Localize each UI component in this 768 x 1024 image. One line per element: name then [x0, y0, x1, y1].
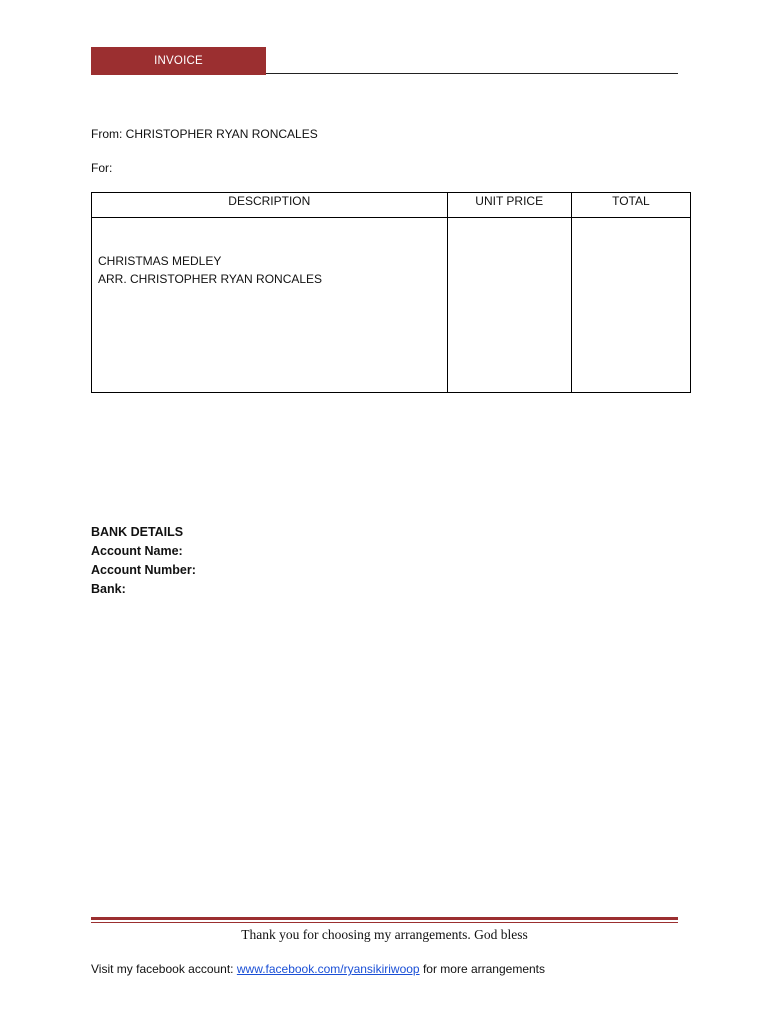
for-line: For:	[91, 161, 113, 175]
bank-label: Bank:	[91, 582, 126, 596]
table-header-row	[92, 193, 691, 218]
item-title: CHRISTMAS MEDLEY	[98, 254, 222, 268]
column-header-total: TOTAL	[571, 193, 690, 218]
bank-details	[91, 523, 196, 599]
invoice-items-table	[91, 192, 691, 393]
header-rule	[266, 73, 678, 74]
account-name-label: Account Name:	[91, 544, 183, 558]
account-number-label: Account Number:	[91, 563, 196, 577]
item-arranger: ARR. CHRISTOPHER RYAN RONCALES	[98, 272, 323, 286]
bank-details-title: BANK DETAILS	[91, 525, 184, 539]
facebook-link[interactable]: www.facebook.com/ryansikiriwoop	[236, 962, 420, 976]
footer-visit-suffix: for more arrangements	[419, 962, 545, 976]
footer-thanks: Thank you for choosing my arrangements. God bless	[241, 927, 528, 942]
table-row	[92, 218, 691, 393]
footer-visit-prefix: Visit my facebook account:	[91, 962, 237, 976]
from-line: From: CHRISTOPHER RYAN RONCALES	[91, 127, 318, 141]
total-cell	[571, 218, 690, 393]
footer-rule-thick	[91, 917, 678, 920]
footer-visit-line	[91, 960, 545, 978]
column-header-description: DESCRIPTION	[92, 193, 448, 218]
footer-rule-thin	[91, 922, 678, 923]
invoice-title-tab: INVOICE	[91, 47, 266, 75]
unit-price-cell	[447, 218, 571, 393]
description-cell	[92, 218, 448, 393]
column-header-unit-price: UNIT PRICE	[447, 193, 571, 218]
